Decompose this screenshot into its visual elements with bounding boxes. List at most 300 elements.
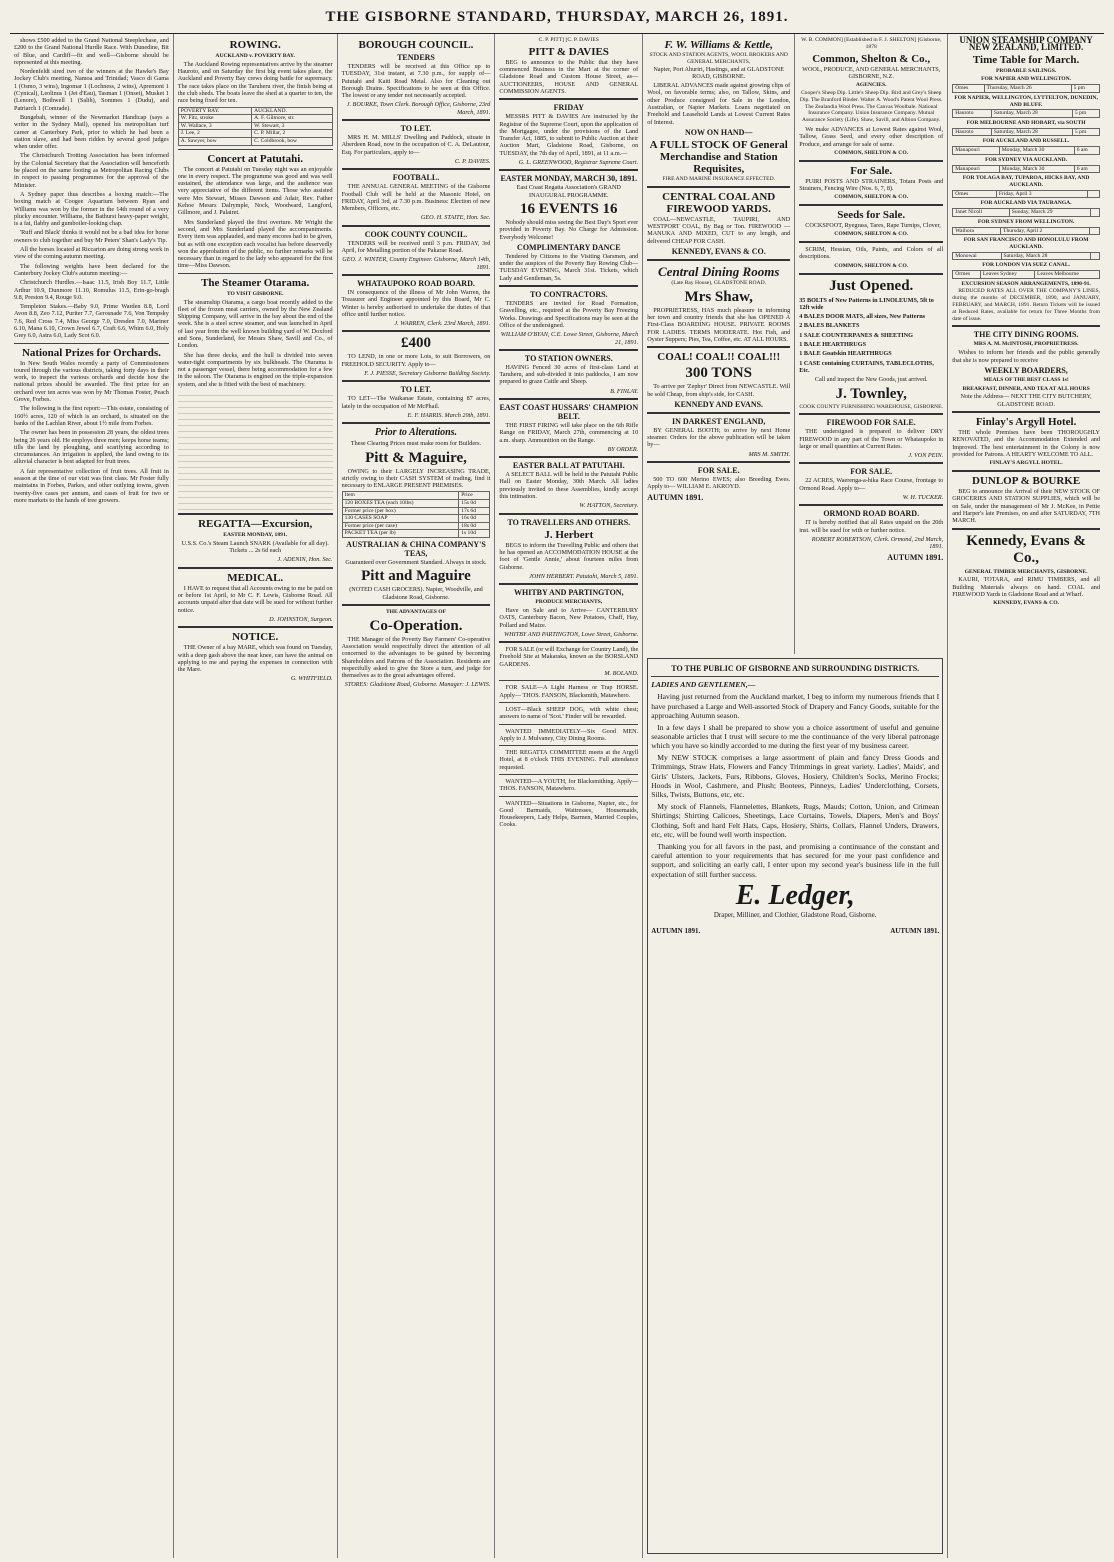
townley-heading: J. Townley,	[835, 385, 907, 402]
national-prizes-heading: National Prizes for Orchards.	[21, 346, 161, 359]
regatta-excursion-date: EASTER MONDAY, 1891.	[223, 532, 288, 539]
column-2	[174, 34, 338, 1558]
sailing-table	[952, 270, 1100, 279]
ledger-autumn-left: AUTUMN 1891.	[651, 926, 701, 935]
to-let-2-text: TO LET—The Waikanae Estate, containing 87 acres, lately in the occupation of Mr McPhail.	[341, 395, 491, 410]
masthead: THE GISBORNE STANDARD, THURSDAY, MARCH 26, 1891.	[10, 6, 1104, 34]
football-text: THE ANNUAL GENERAL MEETING of the Gisborne Football Club will be held at the Masonic Hotel, on FRIDAY, April 3rd, at 7.30 p.m. Business: Election of new Members, Officers, etc.	[341, 183, 491, 213]
city-dining-sub: MRS A. M. McINTOSH, PROPRIETRESS.	[973, 341, 1079, 348]
national-prizes-article	[14, 360, 169, 505]
rowing-crews-table	[178, 107, 333, 146]
medical-heading: MEDICAL.	[227, 571, 284, 584]
sailing-table	[952, 109, 1100, 118]
kennedy-signature: KENNEDY, EVANS & CO.	[993, 600, 1059, 607]
common-shelton-text: We make ADVANCES at Lowest Rates against Wool, Tallow, Grass Seed, and every other description of Produce, and arrange for sale of same.	[799, 125, 944, 148]
williams-kettle-address: Napier, Port Ahuriri, Hastings, and at GLADSTONE ROAD, GISBORNE.	[653, 65, 785, 80]
sailing-cell: Saturday, March 28	[991, 128, 1072, 136]
sailing-row	[953, 110, 1100, 118]
station-owners-heading: TO STATION OWNERS.	[524, 353, 613, 363]
central-coal-signature: KENNEDY, EVANS & CO.	[671, 246, 766, 256]
rowing-text: The Auckland Rowing representatives arrive by the steamer Hauroto, and on Saturday the first big event takes place, the Auckland and Poverty Bay crews doing battle for supremacy. The race takes place on the Taruheru river, the finish being at the club sheds. The boats leave the shed at a quarter to ten, the race being fixed for ten.	[177, 60, 333, 105]
whitby-text: Have on Sale and to Arrive— CANTERBURY OATS, Canterbury Bacon, New Potatoes, Chaff, Hay, Pollard and Maize.	[499, 606, 639, 629]
finlay-text: THE whole Premises have been THOROUGHLY RENOVATED, and the Accommodation Extended and Improved. The best entertainment in the Colony is now provided for Patrons. A HEARTY WELCOME TO ALL.	[952, 429, 1100, 458]
dance-heading: COMPLIMENTARY DANCE	[517, 242, 621, 252]
sailing-cell	[1090, 252, 1099, 260]
pitt-maguire-2-sub: (NOTED CASH GROCERS). Napier, Woodville, and Gladstone Road, Gisborne.	[349, 586, 483, 601]
medical-signature: D. JOHNSTON, Surgeon.	[269, 615, 333, 623]
news-paragraph-9: Christchurch Hurdles.—Isaac 11.5, Irish Boy 11.7, Little Arthur 10.9, Dunmore 11.10, Romulus 11.5, Erin-go-bragh 9.8, Preston 9.4, Rouge 9.0.	[14, 279, 169, 301]
pitt-davies-heading: PITT & DAVIES	[528, 45, 609, 58]
for-sale-gardens-text: FOR SALE (or will Exchange for Country Land), the Freehold Site at Makaraka, known as the BORSLAND GARDENS.	[499, 646, 639, 668]
sailing-table	[952, 227, 1100, 236]
sailing-row	[953, 271, 1100, 279]
coal-signature: KENNEDY AND EVANS.	[674, 399, 764, 409]
sailing-cell: Leaves Melbourne	[1035, 271, 1100, 279]
crew-cell: W. Wallace, 3	[178, 122, 251, 130]
kennedy-heading: Kennedy, Evans & Co.,	[966, 532, 1086, 566]
station-owners-text: HAVING Fenced 30 acres of first-class Land at Taruheru, and sub-divided it into paddocks, I am now prepared to graze Cattle and Sheep.	[499, 363, 639, 386]
price-list-table	[342, 491, 491, 538]
sailing-row	[953, 252, 1100, 260]
ormond-signature: ROBERT ROBERTSON, Clerk. Ormond, 2nd March, 1891.	[811, 535, 944, 551]
whataupoko-text: IN consequence of the illness of Mr John Warren, the Treasurer and Engineer appointed by this Board, Mr C. Winter is hereby authorised to undertake the duties of that office until further notice.	[341, 288, 491, 318]
column-7	[948, 34, 1104, 1558]
sailing-cell: Manapouri	[953, 165, 1000, 173]
cook-county-text: TENDERS will be received until 3 p.m. FRIDAY, 3rd April, for Metalling portion of the Pakarae Road.	[341, 239, 491, 255]
easter-monday-heading: EASTER MONDAY, MARCH 30, 1891.	[500, 174, 638, 184]
city-dining-address: Note the Address— NEXT THE CITY BUTCHERY, GLADSTONE ROAD.	[960, 393, 1092, 408]
news-paragraph-6: 'Ruff and Black' thinks it would not be a bad idea for horse owners to club together and buy Mr Peters' Shan's Lady's Tip.	[14, 229, 169, 244]
rowing-subheading: AUCKLAND v. POVERTY BAY.	[215, 53, 295, 59]
regatta-excursion-heading: REGATTA—Excursion,	[198, 518, 313, 531]
sailing-cell: Ormes	[953, 271, 981, 279]
price-cell: 17s 6d	[459, 507, 490, 515]
cook-county-signature: GEO. J. WINTER, County Engineer. Gisborne, March 14th, 1891.	[342, 256, 491, 271]
prizes-paragraph-3: The owner has been in possession 28 years, the oldest trees being 26 years old. He employs three men; keeps horse teams; tills the land by ploughing, and scarifying according to circumstances. An irrigation is applied, the land owing to its alluvial character is best adapted for fruit trees.	[14, 429, 169, 466]
ledger-paragraph-4: My stock of Flannels, Flannelettes, Blankets, Rugs, Mauds; Cotton, Union, and Crimean Shirtings; Shirting Calicoes, Sheetings, Lace Curtains, Towels, Diapers, Men's and Boys' Clothing, Soft and hard Felt Hats, Caps, Hosiery, Shirts, Collars, Flannel Unders, Drawers, etc, etc, will be found well worth inspection.	[651, 801, 940, 840]
sailing-cell: Waihora	[953, 227, 1001, 235]
price-row	[342, 530, 490, 538]
dunlop-text: BEG to announce the Arrival of their NEW STOCK OF GROCERIES AND STATION SUPPLIES, which will be on Sale, under the management of Mr J. McKee, in Pettie and Harper's late Premises, on and after SATURDAY, 7TH MARCH.	[952, 488, 1100, 525]
borough-council-heading: BOROUGH COUNCIL.	[358, 39, 474, 51]
news-paragraph-3: Bungebah, winner of the Newmarket Handicap (says a writer in the Sydney Mail), opened his metropolitan turf career at Canterbury Park, prior to which he had been a station slave, and had been ridden by several good judges when under offer.	[14, 113, 169, 151]
sailing-cell	[1091, 209, 1100, 217]
general-merchandise: A FULL STOCK OF General Merchandise and Station Requisites,	[649, 138, 788, 175]
news-paragraph-10: Templeton Stakes.—Baby 9.0, Prime Warden 8.8, Lord Avon 8.8, Zeo 7.12, Puriter 7.7, Gerosnade 7.6, Von Tempsky 7.6, Red Cross 7.4, Miss George 7.0, Dresden 7.0, Mariner 6.10, Mana 6.10, Crown Jewel 6.7, Craft 6.6, Whim 6.0, Holy Grey 6.0, Astra 6.0, Lady Scot 6.0.	[14, 303, 169, 340]
sailing-row	[953, 128, 1100, 136]
sailing-cell: Leaves Sydney	[980, 271, 1034, 279]
herbert-signature: JOHN HERBERT. Patutahi, March 5, 1891.	[529, 572, 639, 580]
sailing-route: FOR NAPIER, WELLINGTON, LYTTELTON, DUNEDIN, AND BLUFF.	[954, 94, 1098, 108]
pitt-davies-names: C. P. PITT] [C. P. DAVIES	[538, 37, 599, 43]
crew-cell: A. F. Gilmore, str.	[252, 115, 332, 123]
ormond-text: IT is hereby notified that all Rates unpaid on the 20th inst. will be sued for with or further notice.	[799, 519, 944, 534]
scrim-text: SCRIM, Hessian, Oils, Paints, and Colors of all descriptions.	[799, 246, 944, 261]
easter-ball-text: A SELECT BALL will be held in the Patutahi Public Hall on Easter Monday, 30th March. All ladies previously invited to these Assemblies, kindly accept this intimation.	[499, 471, 639, 501]
scrim-signature: COMMON, SHELTON & CO.	[834, 262, 909, 269]
coal-text: To arrive per 'Zephyr' Direct from NEWCASTLE. Will be sold Cheap, from ship's side, for CASH.	[647, 383, 791, 398]
mrs-shaw-text: PROPRIETRESS, HAS much pleasure in informing her town and country friends that she has OPENED A First-Class BOARDING HOUSE. PRIVATE ROOMS FOR LADIES. TERMS MODERATE. Hot Fish, and Oyster Suppers; Pies, Tea, Coffee, etc. AT ALL HOURS.	[647, 306, 791, 343]
news-paragraph-4: The Christchurch Trotting Association has been informed by the Colonial Secretary that the Association will henceforth be placed on the same footing as Metropolitan Racing Clubs in respect to passing programmes for the approval of the Minister.	[14, 152, 169, 189]
sailing-table	[952, 146, 1100, 155]
easter-subheading: East Coast Regatta Association's GRAND INAUGURAL PROGRAMME.	[516, 184, 621, 199]
loan-amount: £400	[400, 335, 431, 352]
excursion-heading: EXCURSION SEASON ARRANGEMENTS, 1890-91.	[961, 280, 1091, 287]
common-shelton-sub: WOOL, PRODUCE, AND GENERAL MERCHANTS, GISBORNE, N.Z.	[802, 65, 941, 80]
concert-text-1: The concert at Patutahi on Tuesday night was an enjoyable one in every respect. The programme was good and was well sustained, the attendance was large, and the audience was very appreciative of the different items. Those who assisted were Mrs Stewart, Misses Dawson and Adair, Rev. Father Kehoe Messrs Dalrymple, Nock, Woodward, Langford, Gillmore, and J. Palairet.	[177, 165, 333, 217]
for-sale-gardens-signature: M. BOLAND.	[604, 670, 639, 678]
steamer-text-1: The steamship Otarama, a cargo boat recently added to the fleet of the frozen meat carriers, owned by the New Zealand Shipping Company, will arrive in the bay about the end of the week. She is a steel screw steamer, and was launched in April of last year from the well known building yard of W. Doxford and Sons, Sunderland, for Messrs Shaw, Savill and Co., of London.	[177, 298, 333, 350]
agencies-list: Cooper's Sheep Dip. Little's Sheep Dip. Bird and Grey's Sheep Dip. The Branford Binder. Walter A. Wood's Patent Wool Press. The Zealandia Wool Press. The Canvas Woolbale. National Insurance Company. Union Insurance Company. Mutual Assurance Society (Life). Shaw, Savill, and Albion Company.	[799, 89, 943, 124]
station-owners-signature: B. FINLAY.	[610, 387, 639, 395]
townley-sub: COOK COUNTY FURNISHING WAREHOUSE, GISBORNE.	[799, 403, 943, 410]
news-paragraph-2: Nordenfeldt sired two of the winners at the Hawke's Bay Jockey Club's meeting, Namoa and Trinidad; Vasco di Gama 1 (Osmo, 3 wins), Ingomar 1 (Lochness, 2 wins), Apremont 1 (Cynical), Leolinus 1 (Jet d'Eau), Tasman 1 (Onset), Musket 1 (Lenore), Bothwell 1 (Salih), Sommes 1 (Dudu), and Patriarch 1 (Comrade).	[14, 68, 169, 112]
land-for-sale-heading: FOR SALE.	[850, 467, 893, 477]
crew-row	[178, 130, 332, 138]
land-for-sale-signature: W. H. TUCKER.	[902, 494, 944, 502]
to-let-signature: C. P. DAVIES.	[454, 157, 491, 165]
sailing-table	[952, 190, 1100, 199]
kennedy-text: KAURI, TOTARA, and RIMU TIMBERS, and all Building Materials always on hand. COAL and FIREWOOD Yards in Gladstone Road and at Wharf.	[952, 576, 1100, 598]
central-coal-heading: CENTRAL COAL AND FIREWOOD YARDS.	[662, 190, 776, 215]
price-cell: 15s 0d	[459, 499, 490, 507]
medical-text: I HAVE to request that all Accounts owing to me be paid on or before 1st April, to Mr C. F. Lewis, Gisborne Road. All accounts unpaid after that date will be sued for without further notice.	[177, 584, 333, 614]
common-shelton-heading: Common, Shelton & Co.,	[812, 52, 931, 65]
dunlop-heading: DUNLOP & BOURKE	[972, 475, 1081, 488]
herbert-text: BEGS to inform the Travelling Public and others that he has opened an ACCOMMODATION HOUSE at the foot of 'Gentle Annie,' about fourteen miles from Gisborne.	[499, 541, 639, 571]
finlay-signature: FINLAY'S ARGYLL HOTEL.	[989, 460, 1063, 467]
insurance-line: FIRE AND MARINE INSURANCE EFFECTED.	[662, 175, 776, 182]
situations-wanted-text: WANTED—Situations in Gisborne, Napier, etc., for Good Barmaids, Waitresses, Housemaids, Housekeepers, Lady Helps, Barmen, Married Couples, Cooks.	[499, 799, 639, 829]
ledger-salutation: LADIES AND GENTLEMEN,—	[651, 680, 756, 689]
ledger-signature-sub: Draper, Milliner, and Clothier, Gladstone Road, Gisborne.	[713, 911, 877, 920]
sailing-route: FOR SYDNEY VIA AUCKLAND.	[985, 156, 1068, 163]
probable-sailings: PROBABLE SAILINGS.	[995, 67, 1057, 74]
prizes-paragraph-2: The following is the first report:—This estate, consisting of 160½ acres, 120 of which is an orchard, is situated on the banks of the Lachlan River, about 1½ mile from Forbes.	[14, 405, 169, 427]
sailing-row	[953, 227, 1100, 235]
whitby-signature: WHITBY AND PARTINGTON, Lowe Street, Gisborne.	[504, 630, 639, 638]
seeds-text: COCKSFOOT, Ryegrass, Tares, Rape Turnips, Clover,	[805, 222, 941, 230]
lost-dog-text: LOST—Black SHEEP DOG, with white chest; answers to name of 'Scot.' Finder will be rewarded.	[499, 705, 639, 721]
whataupoko-signature: J. WARREN, Clerk. 23rd March, 1891.	[394, 320, 491, 328]
whataupoko-heading: WHATAUPOKO ROAD BOARD.	[357, 278, 475, 288]
column-1	[10, 34, 174, 1558]
crew-head-poverty-bay: POVERTY BAY.	[178, 107, 251, 115]
city-dining-heading: THE CITY DINING ROOMS.	[973, 330, 1079, 340]
crew-row	[178, 115, 332, 123]
sailing-cell: Saturday, March 28	[1001, 252, 1090, 260]
sailing-table	[952, 84, 1100, 93]
meals-line: MEALS OF THE BEST CLASS 1s!	[983, 376, 1069, 383]
whitby-subheading: PRODUCE MERCHANTS,	[535, 599, 603, 606]
posts-for-sale-heading: For Sale.	[850, 164, 893, 177]
sailing-cell: Manapouri	[953, 147, 1000, 155]
columns	[10, 34, 1104, 1558]
sailing-cell: 6 am	[1074, 165, 1099, 173]
price-head-price: Price	[459, 492, 490, 500]
dining-rooms-sub: (Late Bay House), GLADSTONE ROAD.	[671, 279, 767, 286]
sailing-route: FOR SYDNEY FROM WELLINGTON.	[977, 218, 1075, 225]
just-opened-heading: Just Opened.	[829, 277, 914, 294]
crew-cell: W. Stewart, 3	[252, 122, 332, 130]
sailing-route: FOR NAPIER AND WELLINGTON.	[981, 76, 1072, 83]
sailing-table	[952, 208, 1100, 217]
price-head-item: Item	[342, 492, 459, 500]
just-opened-item: 1 SALE COUNTERPANES & SHEETING	[799, 331, 913, 339]
crew-row	[178, 122, 332, 130]
sailings-list	[952, 76, 1100, 278]
steamer-heading: The Steamer Otarama.	[201, 276, 310, 289]
easter-ball-signature: W. HATTON, Secretary.	[579, 502, 639, 510]
wanted-men-text: WANTED IMMEDIATELY—Six Good MEN. Apply to J. Mulvaney, City Dining Rooms.	[499, 727, 639, 742]
notice-heading: NOTICE.	[232, 631, 279, 644]
to-let-2-heading: TO LET.	[400, 385, 432, 395]
sailing-cell: Sunday, March 29	[1009, 209, 1090, 217]
concert-heading: Concert at Patutahi.	[207, 152, 303, 165]
just-opened-item: 2 BALES BLANKETS	[799, 322, 860, 330]
steamer-text-continued	[178, 390, 333, 510]
agencies-heading: AGENCIES.	[855, 82, 887, 89]
autumn-label-right: AUTUMN 1891.	[887, 552, 944, 562]
posts-for-sale-text: PUIRI POSTS AND STRAINERS, Totara Posts and Strainers, Fencing Wire (Nos. 6, 7, 8).	[799, 177, 944, 192]
firewood-heading: FIREWOOD FOR SALE.	[826, 418, 916, 428]
contractors-heading: TO CONTRACTORS.	[530, 290, 608, 300]
sailing-cell: Omes	[953, 190, 997, 198]
sailing-row	[953, 165, 1100, 173]
land-for-sale-text: 22 ACRES, Waerenga-a-hika Race Course, frontage to Ormond Road. Apply to—	[799, 477, 944, 492]
prizes-paragraph-4: A fair representative collection of fruit trees. All fruit in season at the time of our visit was first class. Mr Foster fully maintains in Forbes, Parkes, and other outlying towns, given twenty-five cases per annum, and cases of fruit for two or more markets to the hands of tree growers.	[14, 467, 169, 504]
prizes-paragraph-1: In New South Wales recently a party of Commissioners toured through the various districts, taking forty days in their work, to inspect the various orchards and decide how the national prizes should be awarded. The first prize for an orchard over ten acres was won by Mr Thomas Foster, Peach Grove, Forbes.	[14, 359, 169, 404]
sailing-cell	[1089, 227, 1099, 235]
alterations-text: These Clearing Prices must make room for Builders.	[350, 440, 482, 448]
posts-signature: COMMON, SHELTON & CO.	[834, 194, 909, 201]
price-row	[342, 499, 490, 507]
pitt-davies-text: BEG to announce to the Public that they have commenced Business in the Mart at the corner of Gladstone Road and Custom House Street, as— AUCTIONEERS, HOUSE AND GENERAL COMMISSION AGENTS.	[499, 58, 639, 95]
dining-rooms-heading: Central Dining Rooms	[658, 263, 780, 279]
loan-text: TO LEND, in one or more Lots, to suit Borrowers, on FREEHOLD SECURITY. Apply to—	[341, 353, 491, 368]
sailing-cell: 6 am	[1074, 147, 1099, 155]
regatta-committee-text: THE REGATTA COMMITTEE meets at the Argyll Hotel, at 8 o'clock THIS EVENING. Full attendance requested.	[499, 749, 639, 771]
easter-text: Nobody should miss seeing the Best Day's Sport ever provided in Poverty Bay. No Charge for Admission. Everybody Welcome!	[499, 218, 639, 241]
ledger-advertisement	[647, 658, 943, 1554]
ledger-body	[651, 692, 939, 879]
crew-cell: J. Lee, 2	[178, 130, 251, 138]
cook-county-heading: COOK COUNTY COUNCIL.	[364, 229, 468, 239]
price-row	[342, 507, 490, 515]
sailing-table	[952, 128, 1100, 137]
auction-signature: G. L. GREENWOOD, Registrar Supreme Court.	[518, 159, 639, 167]
travellers-heading: TO TRAVELLERS AND OTHERS.	[507, 517, 631, 527]
price-cell: 120 BOXES TEA (each 10lbs)	[342, 499, 459, 507]
ewes-text: 500 TO 600 Merino EWES; also Breeding Ewes. Apply to— WILLIAM E. AKROYD.	[647, 476, 791, 491]
sailing-route: FOR LONDON VIA SUEZ CANAL.	[982, 262, 1070, 269]
news-paragraph-8: The following weights have been declared for the Canterbury Jockey Club's autumn meeting:—	[14, 262, 169, 277]
coal-heading: COAL! COAL!! COAL!!!	[657, 351, 781, 364]
tea-text: Guaranteed over Government Standard. Always in stock.	[345, 558, 487, 566]
sailing-route: FOR MELBOURNE AND HOBART, via SOUTH	[966, 119, 1086, 126]
hussars-heading: EAST COAST HUSSARS' CHAMPION BELT.	[499, 403, 639, 421]
price-cell: Former price (per box)	[342, 507, 459, 515]
column-5	[643, 34, 795, 654]
events-banner: 16 EVENTS 16	[520, 200, 618, 217]
coop-heading: Co-Operation.	[369, 617, 463, 634]
for-sale-horse-text: FOR SALE—A Light Harness or Trap HORSE. Apply— THOS. FANSON, Blacksmith, Matawhero.	[499, 684, 639, 699]
city-dining-text: Wishes to inform her friends and the public generally that she is now prepared to receive	[952, 349, 1100, 364]
sailing-row	[953, 147, 1100, 155]
darkest-england-signature: MRS M. SMITH.	[748, 450, 791, 458]
news-paragraphs	[14, 37, 169, 340]
firewood-signature: J. VON PEIN.	[908, 452, 944, 460]
pitt-maguire-heading: Pitt & Maguire,	[365, 449, 467, 466]
sailing-route: FOR SAN FRANCISCO AND HONOLULU FROM AUCKLAND.	[963, 237, 1089, 250]
ledger-paragraph-3: My NEW STOCK comprises a large assortment of plain and fancy Dress Goods and Trimmings, Straw Hats, Flowers and Fancy Trimmings in great variety. Ladies', Maids', and Girls' Ulsters, Jackets, Furs, Ribbons, Gloves, Hosiery, Children's Socks, Merino Frocks; Hoods in Wool, Cashmere, and Plush; Bootees, Pinneys, Ladies' Underclothing, Corsets, Silks, Twists, Buttons, etc, etc.	[651, 752, 940, 800]
news-paragraph-1: shows £500 added to the Grand National Steeplechase, and £200 to the Grand National Hurdle Race. With Dunedine, Bit of Blue, and Cardiff—fit and well—Gisborne should be represented at this meeting.	[14, 37, 169, 66]
pitt-maguire-text: OWING to their LARGELY INCREASING TRADE, strictly owing to their CASH SYSTEM of trading, find it necessary to ENLARGE PRESENT PREMISES.	[341, 467, 491, 490]
hours-line: BREAKFAST, DINNER, AND TEA AT ALL HOURS	[962, 385, 1090, 392]
price-row	[342, 522, 490, 530]
sailing-cell: Monday, March 30	[999, 147, 1074, 155]
crew-cell: C. Coldbrook, bow	[252, 137, 332, 145]
whitby-heading: WHITBY AND PARTINGTON,	[514, 588, 624, 598]
just-opened-item: 1 BALE Goatskin HEARTHRUGS	[799, 350, 892, 358]
just-opened-item: 4 BALES DOOR MATS, all sizes, New Patterns	[799, 313, 926, 321]
firewood-text: THE undersigned is prepared to deliver DRY FIREWOOD in any part of the Town or Whataupoko in large or small quantities at Current Rates.	[799, 428, 944, 450]
sailing-row	[953, 190, 1100, 198]
crew-cell: C. P. Millar, 2	[252, 130, 332, 138]
coal-tons: 300 TONS	[685, 365, 752, 382]
football-signature: GEO. H. STAITE, Hon. Sec.	[420, 214, 491, 222]
wanted-youth-text: WANTED—A YOUTH, for Blacksmithing. Apply—THOS. FANSON, Matawhero.	[499, 778, 639, 793]
ledger-paragraph-1: Having just returned from the Auckland market, I beg to inform my numerous friends that I have purchased a Large and Well-assorted Stock of Drapery and Fancy Goods, suitable for the approaching Autumn season.	[651, 692, 940, 721]
sailing-row	[953, 85, 1100, 93]
tea-heading: AUSTRALIAN & CHINA COMPANY'S TEAS,	[346, 539, 486, 558]
borough-tenders-heading: TENDERS	[397, 53, 435, 62]
finlay-heading: Finlay's Argyll Hotel.	[975, 416, 1077, 429]
price-cell: 130 CASES SOAP	[342, 515, 459, 523]
price-cell: 18s 0d	[459, 522, 490, 530]
news-paragraph-7: All the horses located at Riccarton are doing strong work in view of the coming autumn meeting.	[14, 246, 169, 261]
union-steamship-heading: UNION STEAMSHIP COMPANY NEW ZEALAND, LIMITED.	[959, 35, 1093, 53]
common-shelton-signature: COMMON, SHELTON & CO.	[834, 149, 909, 156]
sailing-cell: 5 pm	[1072, 128, 1099, 136]
sailing-cell: 5 pm	[1071, 85, 1099, 93]
kennedy-sub: GENERAL TIMBER MERCHANTS, GISBORNE.	[964, 568, 1088, 575]
sailing-cell: Hauroto	[953, 110, 992, 118]
darkest-england-text: BY GENERAL BOOTH; to arrive by next Home steamer. Orders for the above publication will be taken by—	[647, 426, 791, 449]
alterations-heading: Prior to Alterations.	[374, 427, 458, 439]
to-let-heading: TO LET.	[400, 124, 432, 134]
sailing-cell: Thursday, April 2	[1001, 227, 1090, 235]
sailing-cell: Saturday, March 28	[991, 110, 1072, 118]
williams-kettle-sub: STOCK AND STATION AGENTS, WOOL BROKERS AND GENERAL MERCHANTS,	[649, 52, 788, 65]
column-6	[795, 34, 947, 654]
dance-text: Tendered by Citizens to the Visiting Oarsmen, and under the auspices of the Poverty Bay Rowing Club—TUESDAY EVENING, March 31st. Tickets, which Lady and Gentleman, 5s.	[499, 252, 639, 282]
sailing-route: FOR AUCKLAND VIA TAURANGA.	[980, 200, 1072, 207]
to-let-2-signature: E. F. HARRIS. March 20th, 1891.	[407, 411, 491, 419]
hussars-signature: BY ORDER.	[607, 445, 639, 453]
coop-signature: STORES: Gladstone Road, Gisborne. Manager: J. LEWIS.	[344, 681, 491, 689]
ledger-paragraph-5: Thanking you for all favors in the past, and promising a continuance of the constant and careful attention to your requirements that has secured for me your past confidence and support, and soliciting an early call, I enter upon my second year's business life in the full expectation of still further success.	[651, 841, 940, 879]
just-opened-text: Call and inspect the New Goods, just arrived.	[814, 376, 928, 384]
sailing-cell: Friday, April 3	[996, 190, 1087, 198]
notice-text: THE Owner of a bay MARE, which was found on Tuesday, with a deep gash above the near knee, can have the animal on applying to me and paying the expenses in connection with the Mare.	[177, 644, 333, 674]
sailing-cell: Monowai	[953, 252, 1001, 260]
column-3	[338, 34, 496, 1558]
just-opened-item: 1 BALE HEARTHRUGS	[799, 341, 867, 349]
sailing-cell: Janet Nicoll	[953, 209, 1010, 217]
price-cell: 16s 0d	[459, 515, 490, 523]
sailing-cell: Monday, March 30	[999, 165, 1074, 173]
just-opened-item: 35 BOLTS of New Patterns in LINOLEUMS, 5ft to 12ft wide	[799, 296, 934, 311]
price-row	[342, 515, 490, 523]
coop-subheading: THE ADVANTAGES OF	[385, 608, 447, 615]
sailing-row	[953, 209, 1100, 217]
rowing-heading: ROWING.	[229, 39, 281, 51]
sailing-cell: 5 pm	[1072, 110, 1099, 118]
borough-signature: J. BOURKE, Town Clerk. Borough Office, Gisborne, 23rd March, 1891.	[346, 101, 491, 116]
concert-text-2: Mrs Sunderland played the first overture. Mr Wright the second, and Mrs Sunderland played the accompaniments. Every item was applauded, and many encores had to be given, but as with one exception each vocalist has before deservedly won the approbation of the public, no further remarks will be necessary than in regard to the lady who appeared for the first time—Miss Dawson.	[177, 218, 333, 270]
weekly-boarders: WEEKLY BOARDERS,	[984, 365, 1068, 375]
regatta-excursion-text: U.S.S. Co.'s Steam Launch SNARK (Available for all day). Tickets ... 2s 6d each	[181, 539, 329, 555]
sailing-cell	[1087, 190, 1099, 198]
sailing-table	[952, 165, 1100, 174]
ewes-heading: FOR SALE.	[697, 466, 740, 476]
borough-tenders-text: TENDERS will be received at this Office up to TUESDAY, 31st instant, at 7.30 p.m., for supply of— Patutahi and Kaiti Road Metal. Also for Cleaning out Borough Drains. Specifications to be seen at this Office. The lowest or any tender not necessarily accepted.	[341, 63, 491, 100]
columns-5-6	[643, 34, 948, 1558]
crew-head-auckland: AUCKLAND.	[252, 107, 332, 115]
loan-signature: F. J. PIESSE, Secretary Gisborne Building Society.	[364, 370, 491, 378]
darkest-england-heading: IN DARKEST ENGLAND,	[671, 416, 766, 426]
autumn-label-left: AUTUMN 1891.	[647, 492, 704, 502]
coop-text: THE Manager of the Poverty Bay Farmers' Co-operative Association would respectfully direct the attention of all concerned to the advantages to be gained by becoming Shareholders and Patrons of the Association. Residents are respectfully asked to give the Store a turn, and judge for themselves as to the great advantages offered.	[341, 635, 491, 680]
ledger-signature: E. Ledger,	[735, 880, 855, 912]
now-on-hand: NOW ON HAND—	[684, 127, 753, 137]
contractors-text: TENDERS are invited for Road Formation, Gravelling, etc., required at the Poverty Bay Freezing Works. Drawings and Specifications may be seen at the Office of the undersigned.	[499, 300, 639, 329]
sailing-table	[952, 252, 1100, 261]
crew-cell: W. Fitz, stroke	[178, 115, 251, 123]
ormond-heading: ORMOND ROAD BOARD.	[823, 509, 920, 519]
seeds-heading: Seeds for Sale.	[837, 209, 906, 222]
contractors-signature: WILLIAM O'BYAN, C.E. Lowe Street, Gisborne, March 21, 1891.	[500, 331, 639, 346]
to-let-text: MRS H. M. MILLS' Dwelling and Paddock, situate in Aberdeen Road, now in the occupation of C. A. DeLautour, Esq. For particulars, apply to—	[341, 134, 491, 156]
steamer-subheading: TO VISIT GISBORNE.	[226, 290, 284, 297]
estab-line: W. B. COMMON] [Established in F. J. SHELTON] [Gisborne, 1878	[801, 37, 942, 50]
regatta-excursion-signature: J. ADENIN, Hon. Sec.	[277, 556, 333, 564]
sailing-cell: Thursday, March 26	[984, 85, 1071, 93]
just-opened-item: 1 CASE containing CURTAINS, TABLECLOTHS, Etc.	[799, 359, 934, 374]
football-heading: FOOTBALL.	[392, 173, 440, 183]
williams-kettle-heading: F. W. Williams & Kettle,	[664, 39, 773, 51]
crew-row	[178, 137, 332, 145]
just-opened-list	[799, 297, 943, 375]
herbert-heading: J. Herbert	[544, 528, 594, 541]
auction-text: MESSRS PITT & DAVIES Are instructed by the Registrar of the Supreme Court, upon the application of the Mortgagee, under the provisions of the Land Transfer Act, 1885, to submit to Public Auction at their Auction Mart, Gladstone Road, Gisborne, on TUESDAY, the 7th day of April, 1891, at 11 a.m.—	[499, 113, 639, 157]
ledger-paragraph-2: In a few days I shall be prepared to show you a choice assortment of useful and genuine seasonable articles that I trust will secure to me the continuance of the very liberal patronage which you have so kindly accorded to me during the first year of my business career.	[651, 722, 940, 751]
auction-heading: FRIDAY	[553, 103, 584, 113]
news-paragraph-5: A Sydney paper thus describes a boxing match:—The boxing match at Coogee Aquarium between Ryan and Williams was won by the former in the 14th round of a very plucky encounter. Williams, the Bathurst heavy-paper weight, is a fat, flabby and gumboiler-looking chap.	[14, 190, 169, 228]
price-cell: PACKET TEA (per lb)	[342, 530, 459, 538]
sailing-cell: Hauroto	[953, 128, 992, 136]
ledger-heading: TO THE PUBLIC OF GISBORNE AND SURROUNDING DISTRICTS.	[671, 664, 920, 673]
sailing-route: FOR AUCKLAND AND RUSSELL.	[982, 138, 1070, 145]
central-coal-text: COAL—NEWCASTLE, TAUPIRI, AND WESTPORT COAL, By Bag or Ton. FIREWOOD — MANUKA AND MIXED, CUT to any length, and delivered CHEAP FOR CASH.	[647, 215, 791, 245]
excursion-text: REDUCED RATES ALL OVER THE COMPANY'S LINES, during the months of DECEMBER, 1890, and JANUARY, FEBRUARY, and MARCH, 1891. Return Tickets will be issued at Reduced Rates, available for return for Three Months from date of issue.	[952, 288, 1100, 322]
seeds-signature: COMMON, SHELTON & CO.	[834, 231, 909, 238]
sailing-route: FOR TOLAGA BAY, TUPAROA, HICKS BAY, AND AUCKLAND.	[962, 175, 1090, 188]
ledger-autumn-right: AUTUMN 1891.	[890, 926, 940, 935]
time-table-heading: Time Table for March.	[972, 53, 1080, 66]
hussars-text: THE FIRST FIRING will take place on the 6th Rifle Range on FRIDAY, March 27th, commencing at 10 a.m. sharp. Ammunition on the Range.	[499, 422, 639, 444]
